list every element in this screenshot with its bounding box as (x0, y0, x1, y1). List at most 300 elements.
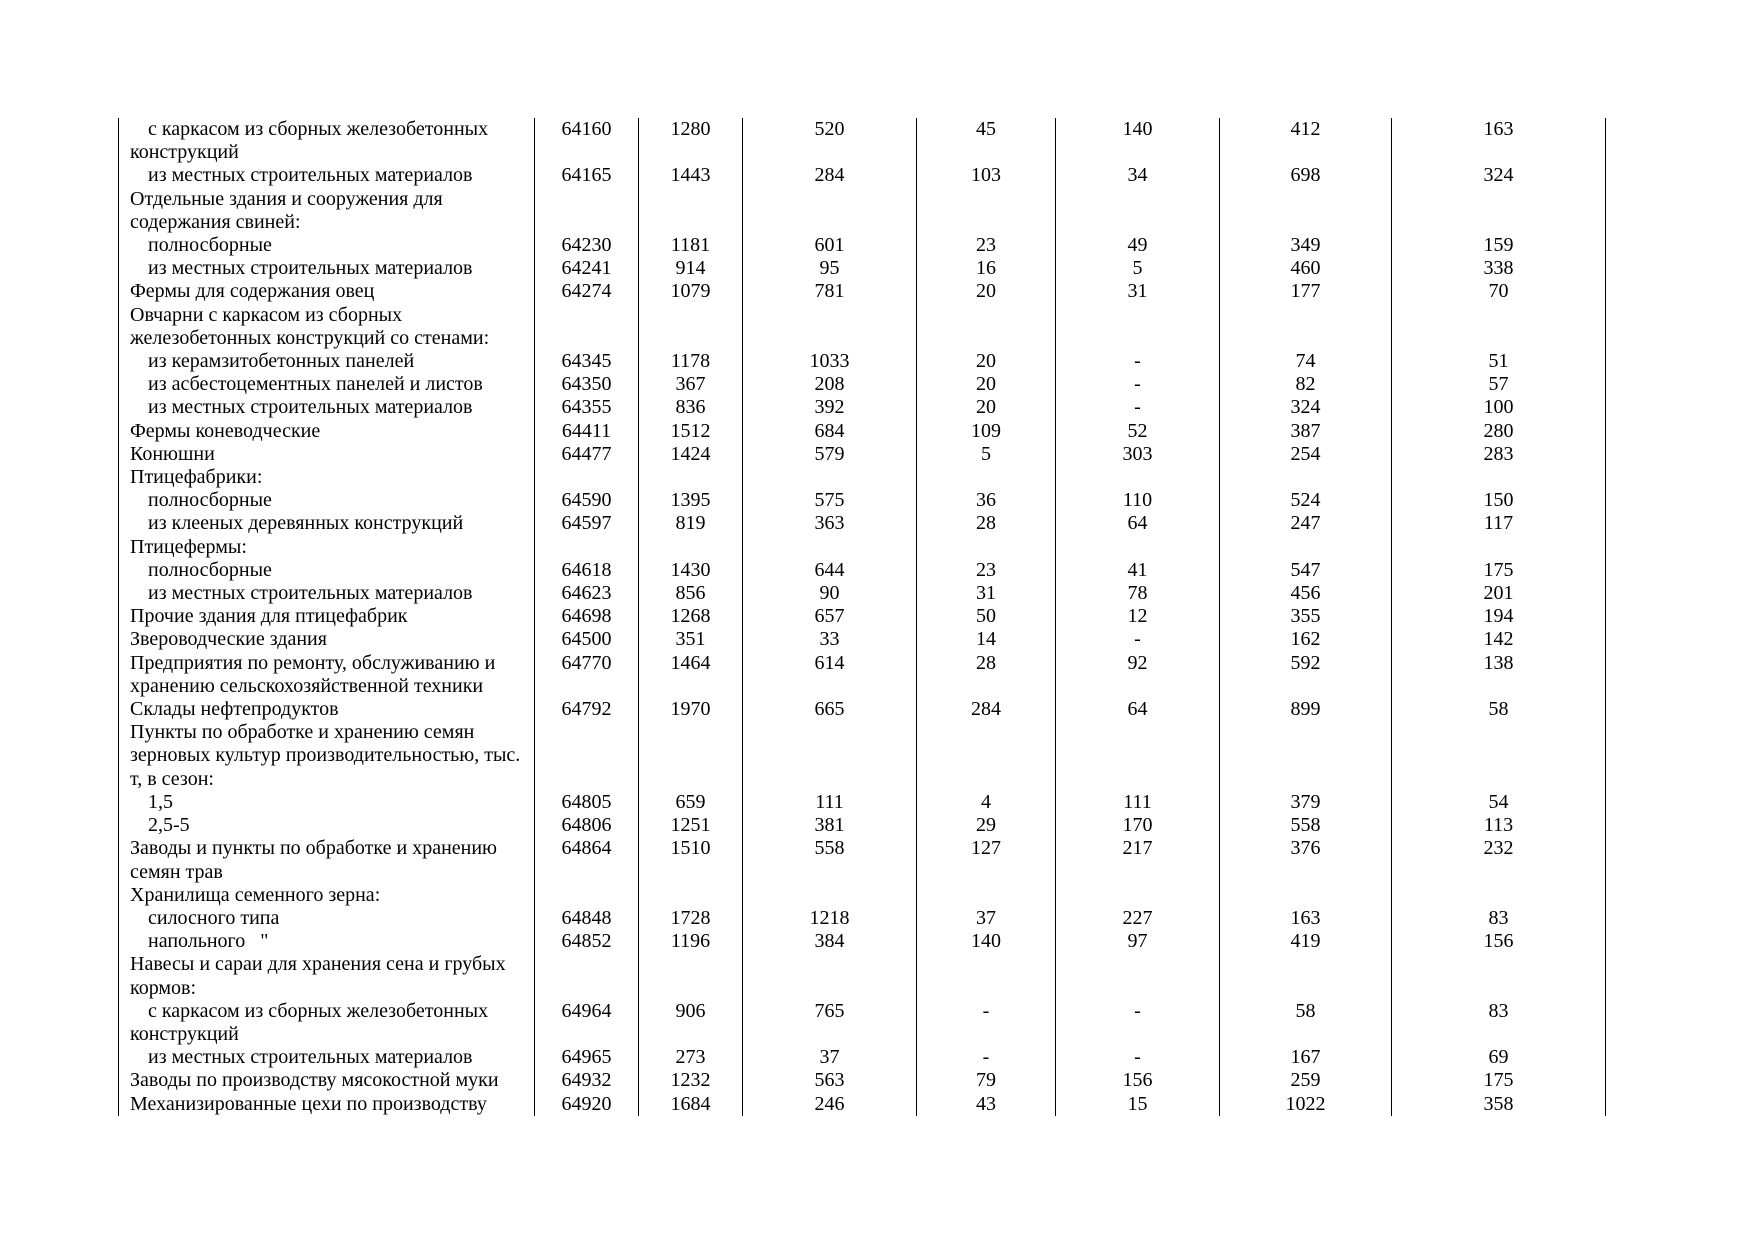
row-value-4: 217 (1056, 837, 1220, 883)
row-value-5: 524 (1220, 489, 1392, 512)
row-value-6: 69 (1392, 1046, 1606, 1069)
row-value-4: 49 (1056, 234, 1220, 257)
row-name: из местных строительных материалов (119, 396, 535, 419)
row-value-5: 349 (1220, 234, 1392, 257)
row-value-4: 110 (1056, 489, 1220, 512)
row-code: 64618 (535, 559, 639, 582)
row-value-4 (1056, 536, 1220, 559)
row-name: напольного " (119, 930, 535, 953)
table-row (119, 304, 1606, 350)
table-row (119, 884, 1606, 907)
row-name: Склады нефтепродуктов (119, 698, 535, 721)
row-value-1: 1424 (639, 443, 743, 466)
row-value-3: 284 (917, 698, 1056, 721)
table-row (119, 1093, 1606, 1116)
row-value-5: 163 (1220, 907, 1392, 930)
row-code: 64411 (535, 420, 639, 443)
row-code (535, 721, 639, 791)
row-code: 64500 (535, 628, 639, 651)
row-value-4: - (1056, 350, 1220, 373)
row-value-1: 367 (639, 373, 743, 396)
row-value-2: 33 (743, 628, 917, 651)
row-value-5: 254 (1220, 443, 1392, 466)
row-value-3: 103 (917, 164, 1056, 187)
row-value-5 (1220, 884, 1392, 907)
row-code: 64350 (535, 373, 639, 396)
data-table (118, 118, 1606, 1116)
row-value-3: 14 (917, 628, 1056, 651)
row-value-6 (1392, 466, 1606, 489)
table-row (119, 257, 1606, 280)
row-value-4: - (1056, 628, 1220, 651)
row-value-5: 259 (1220, 1069, 1392, 1092)
row-value-5: 387 (1220, 420, 1392, 443)
table-row (119, 930, 1606, 953)
row-value-4: 156 (1056, 1069, 1220, 1092)
row-code: 64698 (535, 605, 639, 628)
row-value-6: 232 (1392, 837, 1606, 883)
row-name: Фермы для содержания овец (119, 280, 535, 303)
row-value-6: 70 (1392, 280, 1606, 303)
row-value-1: 1280 (639, 118, 743, 164)
row-value-1: 1430 (639, 559, 743, 582)
row-value-6: 54 (1392, 791, 1606, 814)
row-value-5: 419 (1220, 930, 1392, 953)
row-value-5 (1220, 188, 1392, 234)
row-value-3: 36 (917, 489, 1056, 512)
row-value-5: 592 (1220, 652, 1392, 698)
table-row (119, 814, 1606, 837)
row-name: Пункты по обработке и хранению семян зерновых культур производительностью, тыс. т, в сезон: (119, 721, 535, 791)
row-value-6: 83 (1392, 907, 1606, 930)
row-value-3: 4 (917, 791, 1056, 814)
row-name: Конюшни (119, 443, 535, 466)
row-value-6: 58 (1392, 698, 1606, 721)
row-value-2: 1033 (743, 350, 917, 373)
row-value-1: 1395 (639, 489, 743, 512)
row-value-2 (743, 721, 917, 791)
row-value-3: 50 (917, 605, 1056, 628)
row-name: из местных строительных материалов (119, 164, 535, 187)
row-name: Предприятия по ремонту, обслуживанию и хранению сельскохозяйственной техники (119, 652, 535, 698)
row-value-4 (1056, 466, 1220, 489)
row-value-4 (1056, 953, 1220, 999)
table-row (119, 1000, 1606, 1046)
row-value-4: 111 (1056, 791, 1220, 814)
row-name: Прочие здания для птицефабрик (119, 605, 535, 628)
row-value-5: 167 (1220, 1046, 1392, 1069)
row-value-4: 227 (1056, 907, 1220, 930)
row-value-6 (1392, 188, 1606, 234)
table-row (119, 420, 1606, 443)
row-value-1: 819 (639, 512, 743, 535)
row-value-2: 644 (743, 559, 917, 582)
row-value-6: 159 (1392, 234, 1606, 257)
table-row (119, 489, 1606, 512)
row-value-4 (1056, 188, 1220, 234)
row-value-5: 412 (1220, 118, 1392, 164)
row-value-5: 162 (1220, 628, 1392, 651)
table-row (119, 652, 1606, 698)
row-name: Механизированные цехи по производству (119, 1093, 535, 1116)
table-row (119, 1069, 1606, 1092)
row-code: 64864 (535, 837, 639, 883)
row-value-4: 64 (1056, 512, 1220, 535)
row-value-5: 82 (1220, 373, 1392, 396)
row-value-5: 379 (1220, 791, 1392, 814)
row-value-1: 1251 (639, 814, 743, 837)
row-value-5 (1220, 953, 1392, 999)
row-value-5: 456 (1220, 582, 1392, 605)
row-name: из местных строительных материалов (119, 582, 535, 605)
table-row (119, 907, 1606, 930)
row-value-2: 684 (743, 420, 917, 443)
row-value-2: 37 (743, 1046, 917, 1069)
row-value-3: - (917, 1046, 1056, 1069)
row-code: 64623 (535, 582, 639, 605)
row-name: из керамзитобетонных панелей (119, 350, 535, 373)
row-code: 64792 (535, 698, 639, 721)
row-value-3: 29 (917, 814, 1056, 837)
row-value-2: 111 (743, 791, 917, 814)
row-value-5: 547 (1220, 559, 1392, 582)
row-name: Заводы и пункты по обработке и хранению семян трав (119, 837, 535, 883)
row-name: Фермы коневодческие (119, 420, 535, 443)
row-value-1: 1268 (639, 605, 743, 628)
table-row (119, 118, 1606, 164)
row-value-6: 280 (1392, 420, 1606, 443)
row-value-4: - (1056, 396, 1220, 419)
row-value-1: 1178 (639, 350, 743, 373)
row-code: 64160 (535, 118, 639, 164)
row-name: 2,5-5 (119, 814, 535, 837)
row-value-4: 92 (1056, 652, 1220, 698)
row-value-4: 15 (1056, 1093, 1220, 1116)
row-code: 64964 (535, 1000, 639, 1046)
row-value-1: 1079 (639, 280, 743, 303)
row-value-5: 460 (1220, 257, 1392, 280)
row-value-5: 58 (1220, 1000, 1392, 1046)
row-value-6: 194 (1392, 605, 1606, 628)
row-value-1: 856 (639, 582, 743, 605)
table-row (119, 466, 1606, 489)
row-code: 64590 (535, 489, 639, 512)
table-row (119, 373, 1606, 396)
row-value-3: 37 (917, 907, 1056, 930)
row-value-6: 83 (1392, 1000, 1606, 1046)
table-row (119, 605, 1606, 628)
row-code (535, 953, 639, 999)
row-value-4: - (1056, 373, 1220, 396)
row-value-4: 12 (1056, 605, 1220, 628)
row-code: 64355 (535, 396, 639, 419)
row-name: с каркасом из сборных железобетонных конструкций (119, 1000, 535, 1046)
row-value-6: 138 (1392, 652, 1606, 698)
row-value-2: 614 (743, 652, 917, 698)
row-name: из местных строительных материалов (119, 257, 535, 280)
row-value-1 (639, 536, 743, 559)
row-value-5: 376 (1220, 837, 1392, 883)
row-name: Овчарни с каркасом из сборных железобетонных конструкций со стенами: (119, 304, 535, 350)
row-value-2: 384 (743, 930, 917, 953)
row-value-2: 657 (743, 605, 917, 628)
row-value-2 (743, 188, 917, 234)
row-value-1 (639, 953, 743, 999)
table-row (119, 536, 1606, 559)
row-name: Птицефермы: (119, 536, 535, 559)
row-code: 64805 (535, 791, 639, 814)
row-value-3: 20 (917, 373, 1056, 396)
row-value-4: 64 (1056, 698, 1220, 721)
row-value-5: 247 (1220, 512, 1392, 535)
row-value-2: 665 (743, 698, 917, 721)
table-row (119, 582, 1606, 605)
row-value-5 (1220, 721, 1392, 791)
row-value-1: 1232 (639, 1069, 743, 1092)
row-value-2: 392 (743, 396, 917, 419)
row-value-2: 381 (743, 814, 917, 837)
row-value-3: 109 (917, 420, 1056, 443)
table-row (119, 512, 1606, 535)
row-value-6: 113 (1392, 814, 1606, 837)
row-value-6: 283 (1392, 443, 1606, 466)
row-value-4: 78 (1056, 582, 1220, 605)
row-name: из клееных деревянных конструкций (119, 512, 535, 535)
table-row (119, 791, 1606, 814)
row-value-2 (743, 304, 917, 350)
row-value-6: 142 (1392, 628, 1606, 651)
row-value-3 (917, 536, 1056, 559)
row-value-2 (743, 953, 917, 999)
row-name: Хранилища семенного зерна: (119, 884, 535, 907)
row-value-3: 43 (917, 1093, 1056, 1116)
row-value-2: 284 (743, 164, 917, 187)
row-value-3: 20 (917, 350, 1056, 373)
row-value-5 (1220, 536, 1392, 559)
row-value-5: 74 (1220, 350, 1392, 373)
row-value-2: 601 (743, 234, 917, 257)
row-value-1: 1512 (639, 420, 743, 443)
row-code (535, 884, 639, 907)
row-value-5 (1220, 304, 1392, 350)
row-value-3: 5 (917, 443, 1056, 466)
table-row (119, 559, 1606, 582)
row-value-1: 351 (639, 628, 743, 651)
row-value-4: - (1056, 1046, 1220, 1069)
row-value-1: 836 (639, 396, 743, 419)
row-value-6: 150 (1392, 489, 1606, 512)
row-value-2: 781 (743, 280, 917, 303)
row-value-2: 563 (743, 1069, 917, 1092)
row-value-4: 303 (1056, 443, 1220, 466)
row-value-1: 1684 (639, 1093, 743, 1116)
row-value-1: 659 (639, 791, 743, 814)
row-value-1: 1970 (639, 698, 743, 721)
row-value-6: 338 (1392, 257, 1606, 280)
table-row (119, 443, 1606, 466)
row-value-3: 23 (917, 234, 1056, 257)
row-name: 1,5 (119, 791, 535, 814)
row-value-5: 177 (1220, 280, 1392, 303)
row-value-4 (1056, 884, 1220, 907)
row-value-6 (1392, 536, 1606, 559)
row-code: 64770 (535, 652, 639, 698)
row-value-2: 579 (743, 443, 917, 466)
row-value-6 (1392, 721, 1606, 791)
table-row (119, 280, 1606, 303)
row-code (535, 188, 639, 234)
table-row (119, 953, 1606, 999)
row-value-4 (1056, 721, 1220, 791)
row-value-1: 914 (639, 257, 743, 280)
row-value-6: 57 (1392, 373, 1606, 396)
row-value-3: 20 (917, 396, 1056, 419)
row-value-1: 1728 (639, 907, 743, 930)
row-code: 64165 (535, 164, 639, 187)
row-value-6: 100 (1392, 396, 1606, 419)
table-row (119, 234, 1606, 257)
row-value-6: 51 (1392, 350, 1606, 373)
row-name: силосного типа (119, 907, 535, 930)
row-value-3 (917, 466, 1056, 489)
row-code: 64477 (535, 443, 639, 466)
row-name: полносборные (119, 234, 535, 257)
row-code (535, 466, 639, 489)
row-value-3: 28 (917, 512, 1056, 535)
row-value-1: 1443 (639, 164, 743, 187)
row-value-3 (917, 304, 1056, 350)
row-code: 64597 (535, 512, 639, 535)
row-value-6: 175 (1392, 1069, 1606, 1092)
table-row (119, 721, 1606, 791)
row-value-2: 95 (743, 257, 917, 280)
row-value-4: 34 (1056, 164, 1220, 187)
row-code: 64920 (535, 1093, 639, 1116)
row-value-2: 363 (743, 512, 917, 535)
row-value-6 (1392, 884, 1606, 907)
row-value-3 (917, 188, 1056, 234)
row-value-5: 355 (1220, 605, 1392, 628)
row-code (535, 536, 639, 559)
row-name: Заводы по производству мясокостной муки (119, 1069, 535, 1092)
row-value-1: 1196 (639, 930, 743, 953)
row-value-5: 1022 (1220, 1093, 1392, 1116)
row-name: Звероводческие здания (119, 628, 535, 651)
row-value-1: 1464 (639, 652, 743, 698)
row-value-2 (743, 884, 917, 907)
row-value-2 (743, 466, 917, 489)
row-value-3: 28 (917, 652, 1056, 698)
table-row (119, 837, 1606, 883)
row-value-1 (639, 466, 743, 489)
row-name: полносборные (119, 489, 535, 512)
row-value-1 (639, 188, 743, 234)
row-value-5: 698 (1220, 164, 1392, 187)
row-value-5: 899 (1220, 698, 1392, 721)
row-value-3: 20 (917, 280, 1056, 303)
table-row (119, 396, 1606, 419)
row-code: 64345 (535, 350, 639, 373)
row-value-1: 1510 (639, 837, 743, 883)
row-value-1: 906 (639, 1000, 743, 1046)
row-value-4: - (1056, 1000, 1220, 1046)
row-value-5: 558 (1220, 814, 1392, 837)
row-value-5 (1220, 466, 1392, 489)
row-name: из местных строительных материалов (119, 1046, 535, 1069)
row-value-3: 79 (917, 1069, 1056, 1092)
row-value-4: 140 (1056, 118, 1220, 164)
row-value-6: 117 (1392, 512, 1606, 535)
table-row (119, 1046, 1606, 1069)
row-value-2: 575 (743, 489, 917, 512)
table-row (119, 164, 1606, 187)
row-value-3: 23 (917, 559, 1056, 582)
row-value-4: 41 (1056, 559, 1220, 582)
row-code: 64932 (535, 1069, 639, 1092)
row-name: Навесы и сараи для хранения сена и грубых кормов: (119, 953, 535, 999)
row-value-1: 273 (639, 1046, 743, 1069)
row-value-2: 765 (743, 1000, 917, 1046)
row-value-1 (639, 721, 743, 791)
row-value-6: 324 (1392, 164, 1606, 187)
row-code: 64230 (535, 234, 639, 257)
row-value-4 (1056, 304, 1220, 350)
row-value-3: - (917, 1000, 1056, 1046)
row-value-1 (639, 304, 743, 350)
row-name: Птицефабрики: (119, 466, 535, 489)
table-row (119, 350, 1606, 373)
row-value-4: 170 (1056, 814, 1220, 837)
row-value-3 (917, 953, 1056, 999)
table-row (119, 188, 1606, 234)
row-value-2: 558 (743, 837, 917, 883)
row-value-2 (743, 536, 917, 559)
row-value-3: 45 (917, 118, 1056, 164)
row-value-5: 324 (1220, 396, 1392, 419)
row-code: 64848 (535, 907, 639, 930)
row-value-3: 16 (917, 257, 1056, 280)
row-value-6 (1392, 953, 1606, 999)
row-value-6: 156 (1392, 930, 1606, 953)
row-value-4: 52 (1056, 420, 1220, 443)
row-value-2: 1218 (743, 907, 917, 930)
row-value-6 (1392, 304, 1606, 350)
row-value-3 (917, 884, 1056, 907)
row-value-4: 5 (1056, 257, 1220, 280)
row-name: из асбестоцементных панелей и листов (119, 373, 535, 396)
row-code: 64852 (535, 930, 639, 953)
row-value-3: 140 (917, 930, 1056, 953)
table-row (119, 628, 1606, 651)
table-body (119, 118, 1606, 1116)
row-value-3: 127 (917, 837, 1056, 883)
row-value-3: 31 (917, 582, 1056, 605)
row-value-4: 97 (1056, 930, 1220, 953)
row-value-2: 208 (743, 373, 917, 396)
row-code: 64806 (535, 814, 639, 837)
row-value-1 (639, 884, 743, 907)
row-name: полносборные (119, 559, 535, 582)
row-value-2: 520 (743, 118, 917, 164)
row-value-4: 31 (1056, 280, 1220, 303)
row-value-6: 163 (1392, 118, 1606, 164)
row-value-6: 201 (1392, 582, 1606, 605)
row-value-3 (917, 721, 1056, 791)
row-value-6: 175 (1392, 559, 1606, 582)
row-code (535, 304, 639, 350)
row-name: Отдельные здания и сооружения для содержания свиней: (119, 188, 535, 234)
row-value-1: 1181 (639, 234, 743, 257)
